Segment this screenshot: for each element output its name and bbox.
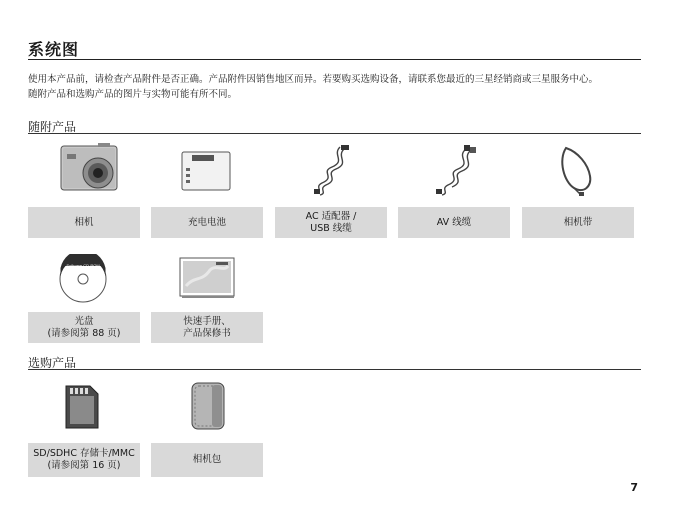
cd-rom-label: Software CD-ROM bbox=[66, 263, 100, 268]
label-usb-cable: AC 适配器 / USB 线缆 bbox=[275, 207, 387, 238]
label-camera-case: 相机包 bbox=[151, 443, 263, 477]
included-rule bbox=[28, 133, 641, 134]
title-rule bbox=[28, 59, 641, 60]
label-av-cable: AV 线缆 bbox=[398, 207, 510, 238]
intro-text bbox=[28, 72, 648, 102]
battery-image bbox=[180, 150, 232, 192]
camera-case-image bbox=[190, 381, 226, 431]
label-memory-card: SD/SDHC 存储卡/MMC (请参阅第 16 页) bbox=[28, 443, 140, 477]
optional-rule bbox=[28, 369, 641, 370]
manual-image bbox=[178, 256, 236, 300]
label-strap: 相机带 bbox=[522, 207, 634, 238]
included-heading: 随附产品 bbox=[28, 120, 77, 134]
optional-heading: 选购产品 bbox=[28, 356, 77, 370]
intro-line-1: 使用本产品前，请检查产品附件是否正确。产品附件因销售地区而异。若要购买选购设备，请联系您最近的三星经销商或三星服务中心。 bbox=[28, 74, 599, 85]
label-manual: 快速手册、 产品保修书 bbox=[151, 312, 263, 343]
page-title: 系统图 bbox=[28, 40, 80, 59]
cd-rom-image bbox=[58, 254, 108, 304]
intro-line-2: 随附产品和选购产品的图片与实物可能有所不同。 bbox=[28, 89, 238, 100]
label-cd-rom: 光盘 (请参阅第 88 页) bbox=[28, 312, 140, 343]
strap-image bbox=[556, 142, 606, 198]
av-cable-image bbox=[430, 143, 484, 197]
page-number: 7 bbox=[630, 481, 638, 494]
usb-cable-image bbox=[306, 143, 360, 197]
label-battery: 充电电池 bbox=[151, 207, 263, 238]
label-camera: 相机 bbox=[28, 207, 140, 238]
camera-image bbox=[58, 142, 120, 194]
memory-card-image bbox=[64, 384, 100, 430]
